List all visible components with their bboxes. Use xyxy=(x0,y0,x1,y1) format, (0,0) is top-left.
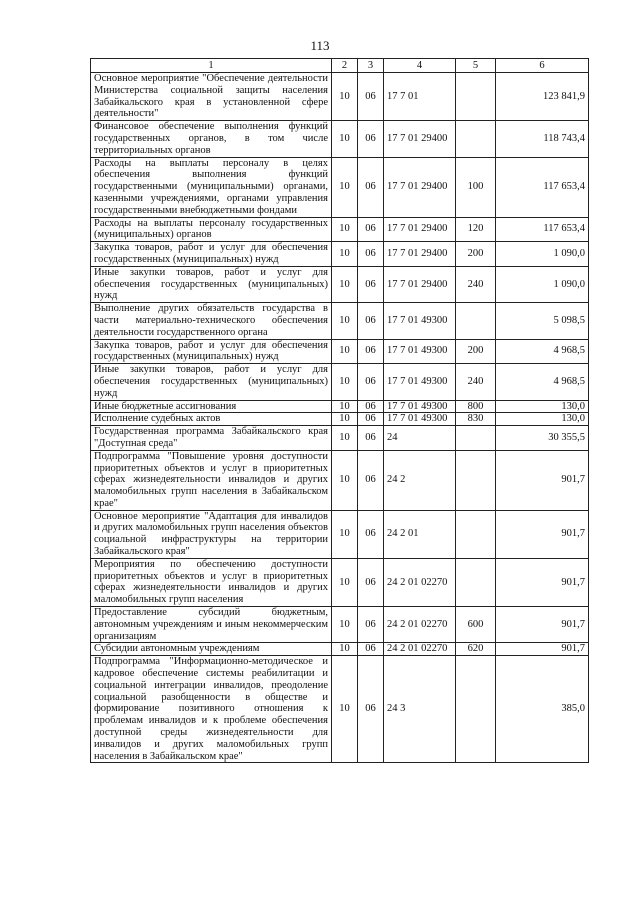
amount-cell: 901,7 xyxy=(496,558,589,606)
amount-cell: 901,7 xyxy=(496,607,589,643)
table-row xyxy=(91,157,589,217)
table-row xyxy=(91,450,589,510)
razdel-cell: 10 xyxy=(332,413,358,426)
podrazdel-cell: 06 xyxy=(358,217,384,242)
expense-type-cell: 240 xyxy=(456,266,496,302)
podrazdel-cell: 06 xyxy=(358,121,384,157)
amount-cell: 130,0 xyxy=(496,413,589,426)
table-row xyxy=(91,413,589,426)
row-name-cell: Подпрограмма "Повышение уровня доступности приоритетных объектов и услуг в приоритетных сферах жизнедеятельности инвалидов и других маломобильных групп населения в Забайкальском крае" xyxy=(91,450,332,510)
table-row xyxy=(91,656,589,763)
target-article-cell: 24 2 01 xyxy=(384,510,456,558)
row-name-cell: Закупка товаров, работ и услуг для обеспечения государственных (муниципальных) нужд xyxy=(91,339,332,364)
podrazdel-cell: 06 xyxy=(358,303,384,339)
podrazdel-cell: 06 xyxy=(358,413,384,426)
row-name-cell: Субсидии автономным учреждениям xyxy=(91,643,332,656)
row-name-cell: Иные бюджетные ассигнования xyxy=(91,400,332,413)
razdel-cell: 10 xyxy=(332,242,358,267)
table-row xyxy=(91,426,589,451)
razdel-cell: 10 xyxy=(332,656,358,763)
column-header: 5 xyxy=(456,59,496,73)
row-name-cell: Подпрограмма "Информационно-методическое и кадровое обеспечение системы реабилитации и социальной интеграции инвалидов, преодоление социальной разобщенности в обществе и формирование позитивного отношения к проблемам инвалидов и к проблеме обеспечения доступной среды жизнедеятельности для инвалидов и других маломобильных групп населения в Забайкальском крае" xyxy=(91,656,332,763)
row-name-cell: Иные закупки товаров, работ и услуг для обеспечения государственных (муниципальных) нужд xyxy=(91,266,332,302)
podrazdel-cell: 06 xyxy=(358,73,384,121)
table-row xyxy=(91,643,589,656)
target-article-cell: 24 2 xyxy=(384,450,456,510)
expense-type-cell xyxy=(456,426,496,451)
expense-type-cell: 200 xyxy=(456,339,496,364)
table-row xyxy=(91,607,589,643)
amount-cell: 30 355,5 xyxy=(496,426,589,451)
amount-cell: 117 653,4 xyxy=(496,217,589,242)
amount-cell: 5 098,5 xyxy=(496,303,589,339)
razdel-cell: 10 xyxy=(332,400,358,413)
target-article-cell: 17 7 01 29400 xyxy=(384,242,456,267)
podrazdel-cell: 06 xyxy=(358,450,384,510)
row-name-cell: Предоставление субсидий бюджетным, автономным учреждениям и иным некоммерческим организациям xyxy=(91,607,332,643)
target-article-cell: 24 2 01 02270 xyxy=(384,607,456,643)
page-number: 113 xyxy=(310,38,330,53)
expense-type-cell: 200 xyxy=(456,242,496,267)
podrazdel-cell: 06 xyxy=(358,656,384,763)
podrazdel-cell: 06 xyxy=(358,607,384,643)
amount-cell: 901,7 xyxy=(496,450,589,510)
razdel-cell: 10 xyxy=(332,121,358,157)
razdel-cell: 10 xyxy=(332,157,358,217)
razdel-cell: 10 xyxy=(332,607,358,643)
expense-type-cell xyxy=(456,558,496,606)
target-article-cell: 17 7 01 49300 xyxy=(384,339,456,364)
target-article-cell: 17 7 01 xyxy=(384,73,456,121)
amount-cell: 1 090,0 xyxy=(496,242,589,267)
amount-cell: 130,0 xyxy=(496,400,589,413)
podrazdel-cell: 06 xyxy=(358,643,384,656)
table-row xyxy=(91,266,589,302)
column-header: 1 xyxy=(91,59,332,73)
expense-type-cell xyxy=(456,510,496,558)
expense-type-cell: 800 xyxy=(456,400,496,413)
target-article-cell: 24 3 xyxy=(384,656,456,763)
row-name-cell: Государственная программа Забайкальского края "Доступная среда" xyxy=(91,426,332,451)
target-article-cell: 17 7 01 49300 xyxy=(384,413,456,426)
row-name-cell: Финансовое обеспечение выполнения функций государственных органов, в том числе территориальных органов xyxy=(91,121,332,157)
target-article-cell: 17 7 01 29400 xyxy=(384,217,456,242)
row-name-cell: Закупка товаров, работ и услуг для обеспечения государственных (муниципальных) нужд xyxy=(91,242,332,267)
expense-type-cell: 830 xyxy=(456,413,496,426)
table-header-row xyxy=(91,59,589,73)
expense-type-cell xyxy=(456,121,496,157)
column-header: 6 xyxy=(496,59,589,73)
expense-type-cell: 240 xyxy=(456,364,496,400)
expense-type-cell: 120 xyxy=(456,217,496,242)
expense-type-cell xyxy=(456,656,496,763)
target-article-cell: 17 7 01 49300 xyxy=(384,303,456,339)
amount-cell: 385,0 xyxy=(496,656,589,763)
table-row xyxy=(91,339,589,364)
podrazdel-cell: 06 xyxy=(358,266,384,302)
razdel-cell: 10 xyxy=(332,558,358,606)
table-row xyxy=(91,558,589,606)
budget-table xyxy=(90,58,589,763)
table-row xyxy=(91,510,589,558)
row-name-cell: Основное мероприятие "Адаптация для инвалидов и других маломобильных групп населения объектов социальной инфраструктуры на территории Забайкальского края" xyxy=(91,510,332,558)
table-row xyxy=(91,400,589,413)
podrazdel-cell: 06 xyxy=(358,426,384,451)
amount-cell: 1 090,0 xyxy=(496,266,589,302)
table-row xyxy=(91,121,589,157)
razdel-cell: 10 xyxy=(332,73,358,121)
target-article-cell: 17 7 01 29400 xyxy=(384,121,456,157)
target-article-cell: 24 2 01 02270 xyxy=(384,558,456,606)
row-name-cell: Расходы на выплаты персоналу государственных (муниципальных) органов xyxy=(91,217,332,242)
table-row xyxy=(91,303,589,339)
razdel-cell: 10 xyxy=(332,266,358,302)
table-row xyxy=(91,73,589,121)
table-row xyxy=(91,242,589,267)
razdel-cell: 10 xyxy=(332,217,358,242)
amount-cell: 901,7 xyxy=(496,643,589,656)
target-article-cell: 17 7 01 29400 xyxy=(384,157,456,217)
row-name-cell: Выполнение других обязательств государства в части материально-технического обеспечения деятельности государственного органа xyxy=(91,303,332,339)
amount-cell: 4 968,5 xyxy=(496,339,589,364)
razdel-cell: 10 xyxy=(332,426,358,451)
razdel-cell: 10 xyxy=(332,303,358,339)
expense-type-cell: 100 xyxy=(456,157,496,217)
podrazdel-cell: 06 xyxy=(358,157,384,217)
expense-type-cell xyxy=(456,450,496,510)
podrazdel-cell: 06 xyxy=(358,339,384,364)
column-header: 2 xyxy=(332,59,358,73)
target-article-cell: 17 7 01 29400 xyxy=(384,266,456,302)
amount-cell: 118 743,4 xyxy=(496,121,589,157)
table-body xyxy=(91,73,589,763)
razdel-cell: 10 xyxy=(332,364,358,400)
table-row xyxy=(91,364,589,400)
amount-cell: 123 841,9 xyxy=(496,73,589,121)
expense-type-cell: 620 xyxy=(456,643,496,656)
podrazdel-cell: 06 xyxy=(358,364,384,400)
target-article-cell: 24 xyxy=(384,426,456,451)
row-name-cell: Мероприятия по обеспечению доступности приоритетных объектов и услуг в приоритетных сферах жизнедеятельности инвалидов и других маломобильных групп населения xyxy=(91,558,332,606)
amount-cell: 117 653,4 xyxy=(496,157,589,217)
target-article-cell: 17 7 01 49300 xyxy=(384,400,456,413)
row-name-cell: Иные закупки товаров, работ и услуг для обеспечения государственных (муниципальных) нужд xyxy=(91,364,332,400)
amount-cell: 901,7 xyxy=(496,510,589,558)
razdel-cell: 10 xyxy=(332,510,358,558)
podrazdel-cell: 06 xyxy=(358,400,384,413)
razdel-cell: 10 xyxy=(332,339,358,364)
razdel-cell: 10 xyxy=(332,450,358,510)
podrazdel-cell: 06 xyxy=(358,242,384,267)
podrazdel-cell: 06 xyxy=(358,558,384,606)
row-name-cell: Расходы на выплаты персоналу в целях обеспечения выполнения функций государственными (муниципальными) органами, казенными учреждениями, органами управления государственными внебюджетными фондами xyxy=(91,157,332,217)
column-header: 4 xyxy=(384,59,456,73)
row-name-cell: Исполнение судебных актов xyxy=(91,413,332,426)
expense-type-cell: 600 xyxy=(456,607,496,643)
column-header: 3 xyxy=(358,59,384,73)
target-article-cell: 17 7 01 49300 xyxy=(384,364,456,400)
row-name-cell: Основное мероприятие "Обеспечение деятельности Министерства социальной защиты населения Забайкальского края в установленной сфере деятельности" xyxy=(91,73,332,121)
table-row xyxy=(91,217,589,242)
podrazdel-cell: 06 xyxy=(358,510,384,558)
expense-type-cell xyxy=(456,73,496,121)
razdel-cell: 10 xyxy=(332,643,358,656)
amount-cell: 4 968,5 xyxy=(496,364,589,400)
target-article-cell: 24 2 01 02270 xyxy=(384,643,456,656)
expense-type-cell xyxy=(456,303,496,339)
